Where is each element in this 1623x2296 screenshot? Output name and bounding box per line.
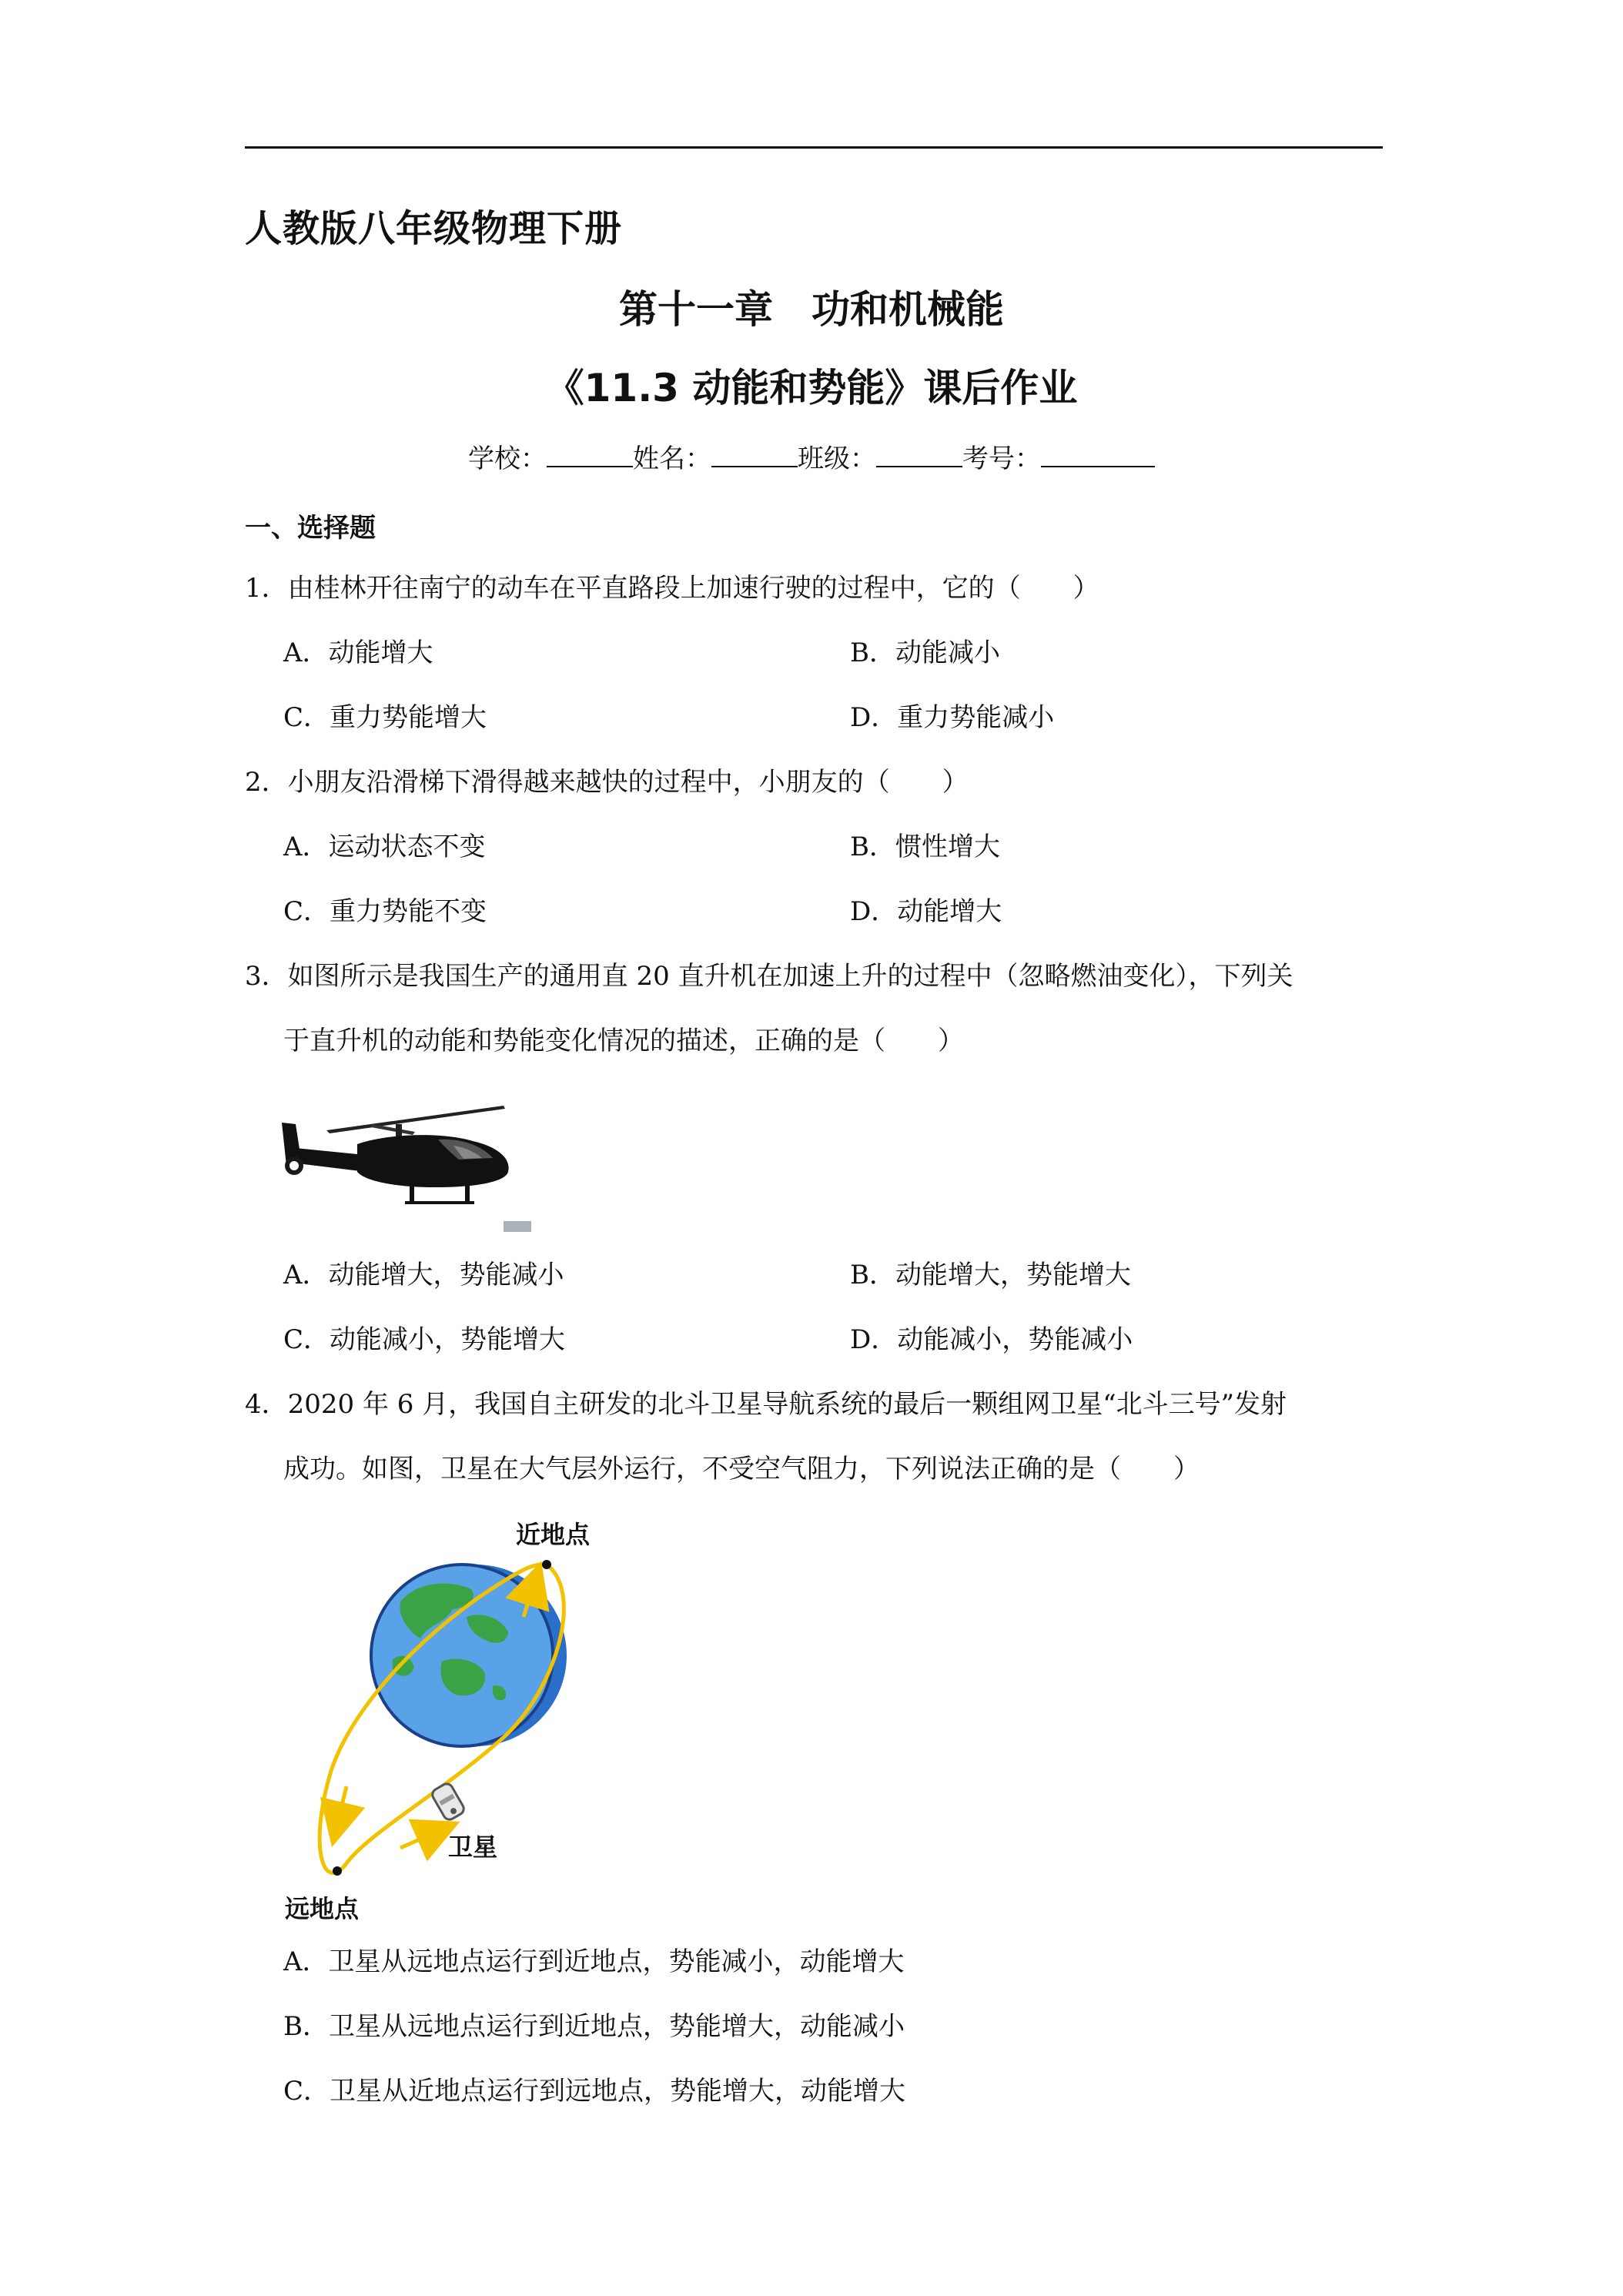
exam-no-label: 考号： bbox=[962, 443, 1041, 474]
question-4-stem-line1: 4．2020 年 6 月，我国自主研发的北斗卫星导航系统的最后一颗组网卫星“北斗三号”发射 bbox=[245, 1389, 1287, 1420]
q2-option-d[interactable]: D．动能增大 bbox=[850, 896, 1002, 927]
satellite-label: 卫星 bbox=[448, 1832, 498, 1862]
q3-option-b[interactable]: B．动能增大，势能增大 bbox=[850, 1260, 1131, 1290]
school-label: 学校： bbox=[468, 443, 547, 474]
lesson-title: 《11.3 动能和势能》课后作业 bbox=[545, 366, 1078, 410]
q2-option-a[interactable]: A．运动状态不变 bbox=[283, 832, 486, 862]
q4-option-b[interactable]: B．卫星从远地点运行到近地点，势能增大，动能减小 bbox=[283, 2011, 905, 2042]
question-3-stem-line2: 于直升机的动能和势能变化情况的描述，正确的是（ ） bbox=[283, 1026, 964, 1056]
question-1-stem: 1．由桂林开往南宁的动车在平直路段上加速行驶的过程中，它的（ ） bbox=[245, 573, 1099, 604]
book-title: 人教版八年级物理下册 bbox=[245, 207, 623, 250]
exam-no-blank[interactable] bbox=[1041, 443, 1155, 467]
q1-option-d[interactable]: D．重力势能减小 bbox=[850, 702, 1055, 733]
q4-option-a[interactable]: A．卫星从远地点运行到近地点，势能减小，动能增大 bbox=[283, 1946, 905, 1977]
apogee-label: 远地点 bbox=[285, 1894, 360, 1923]
question-4-stem-line2: 成功。如图，卫星在大气层外运行，不受空气阻力，下列说法正确的是（ ） bbox=[283, 1454, 1200, 1484]
class-blank[interactable] bbox=[876, 443, 962, 467]
class-label: 班级： bbox=[798, 443, 876, 474]
q2-option-b[interactable]: B．惯性增大 bbox=[850, 832, 1000, 862]
student-info-line bbox=[0, 437, 1623, 475]
perigee-label: 近地点 bbox=[516, 1520, 591, 1549]
chapter-title: 第十一章 功和机械能 bbox=[619, 287, 1004, 332]
q4-option-c[interactable]: C．卫星从近地点运行到远地点，势能增大，动能增大 bbox=[283, 2076, 906, 2107]
q1-option-b[interactable]: B．动能减小 bbox=[850, 638, 1000, 668]
q2-option-c[interactable]: C．重力势能不变 bbox=[283, 896, 487, 927]
q1-option-a[interactable]: A．动能增大 bbox=[283, 638, 433, 668]
top-rule bbox=[245, 146, 1383, 149]
name-label: 姓名： bbox=[633, 443, 711, 474]
q3-option-c[interactable]: C．动能减小，势能增大 bbox=[283, 1324, 566, 1355]
helicopter-image bbox=[280, 1101, 542, 1236]
school-blank[interactable] bbox=[547, 443, 633, 467]
question-2-stem: 2．小朋友沿滑梯下滑得越来越快的过程中，小朋友的（ ） bbox=[245, 767, 969, 798]
q3-option-a[interactable]: A．动能增大，势能减小 bbox=[283, 1260, 564, 1290]
section-title: 一、选择题 bbox=[245, 513, 376, 544]
question-3-stem-line1: 3．如图所示是我国生产的通用直 20 直升机在加速上升的过程中（忽略燃油变化），下列关 bbox=[245, 961, 1293, 992]
q1-option-c[interactable]: C．重力势能增大 bbox=[283, 702, 487, 733]
q3-option-d[interactable]: D．动能减小，势能减小 bbox=[850, 1324, 1133, 1355]
name-blank[interactable] bbox=[711, 443, 798, 467]
